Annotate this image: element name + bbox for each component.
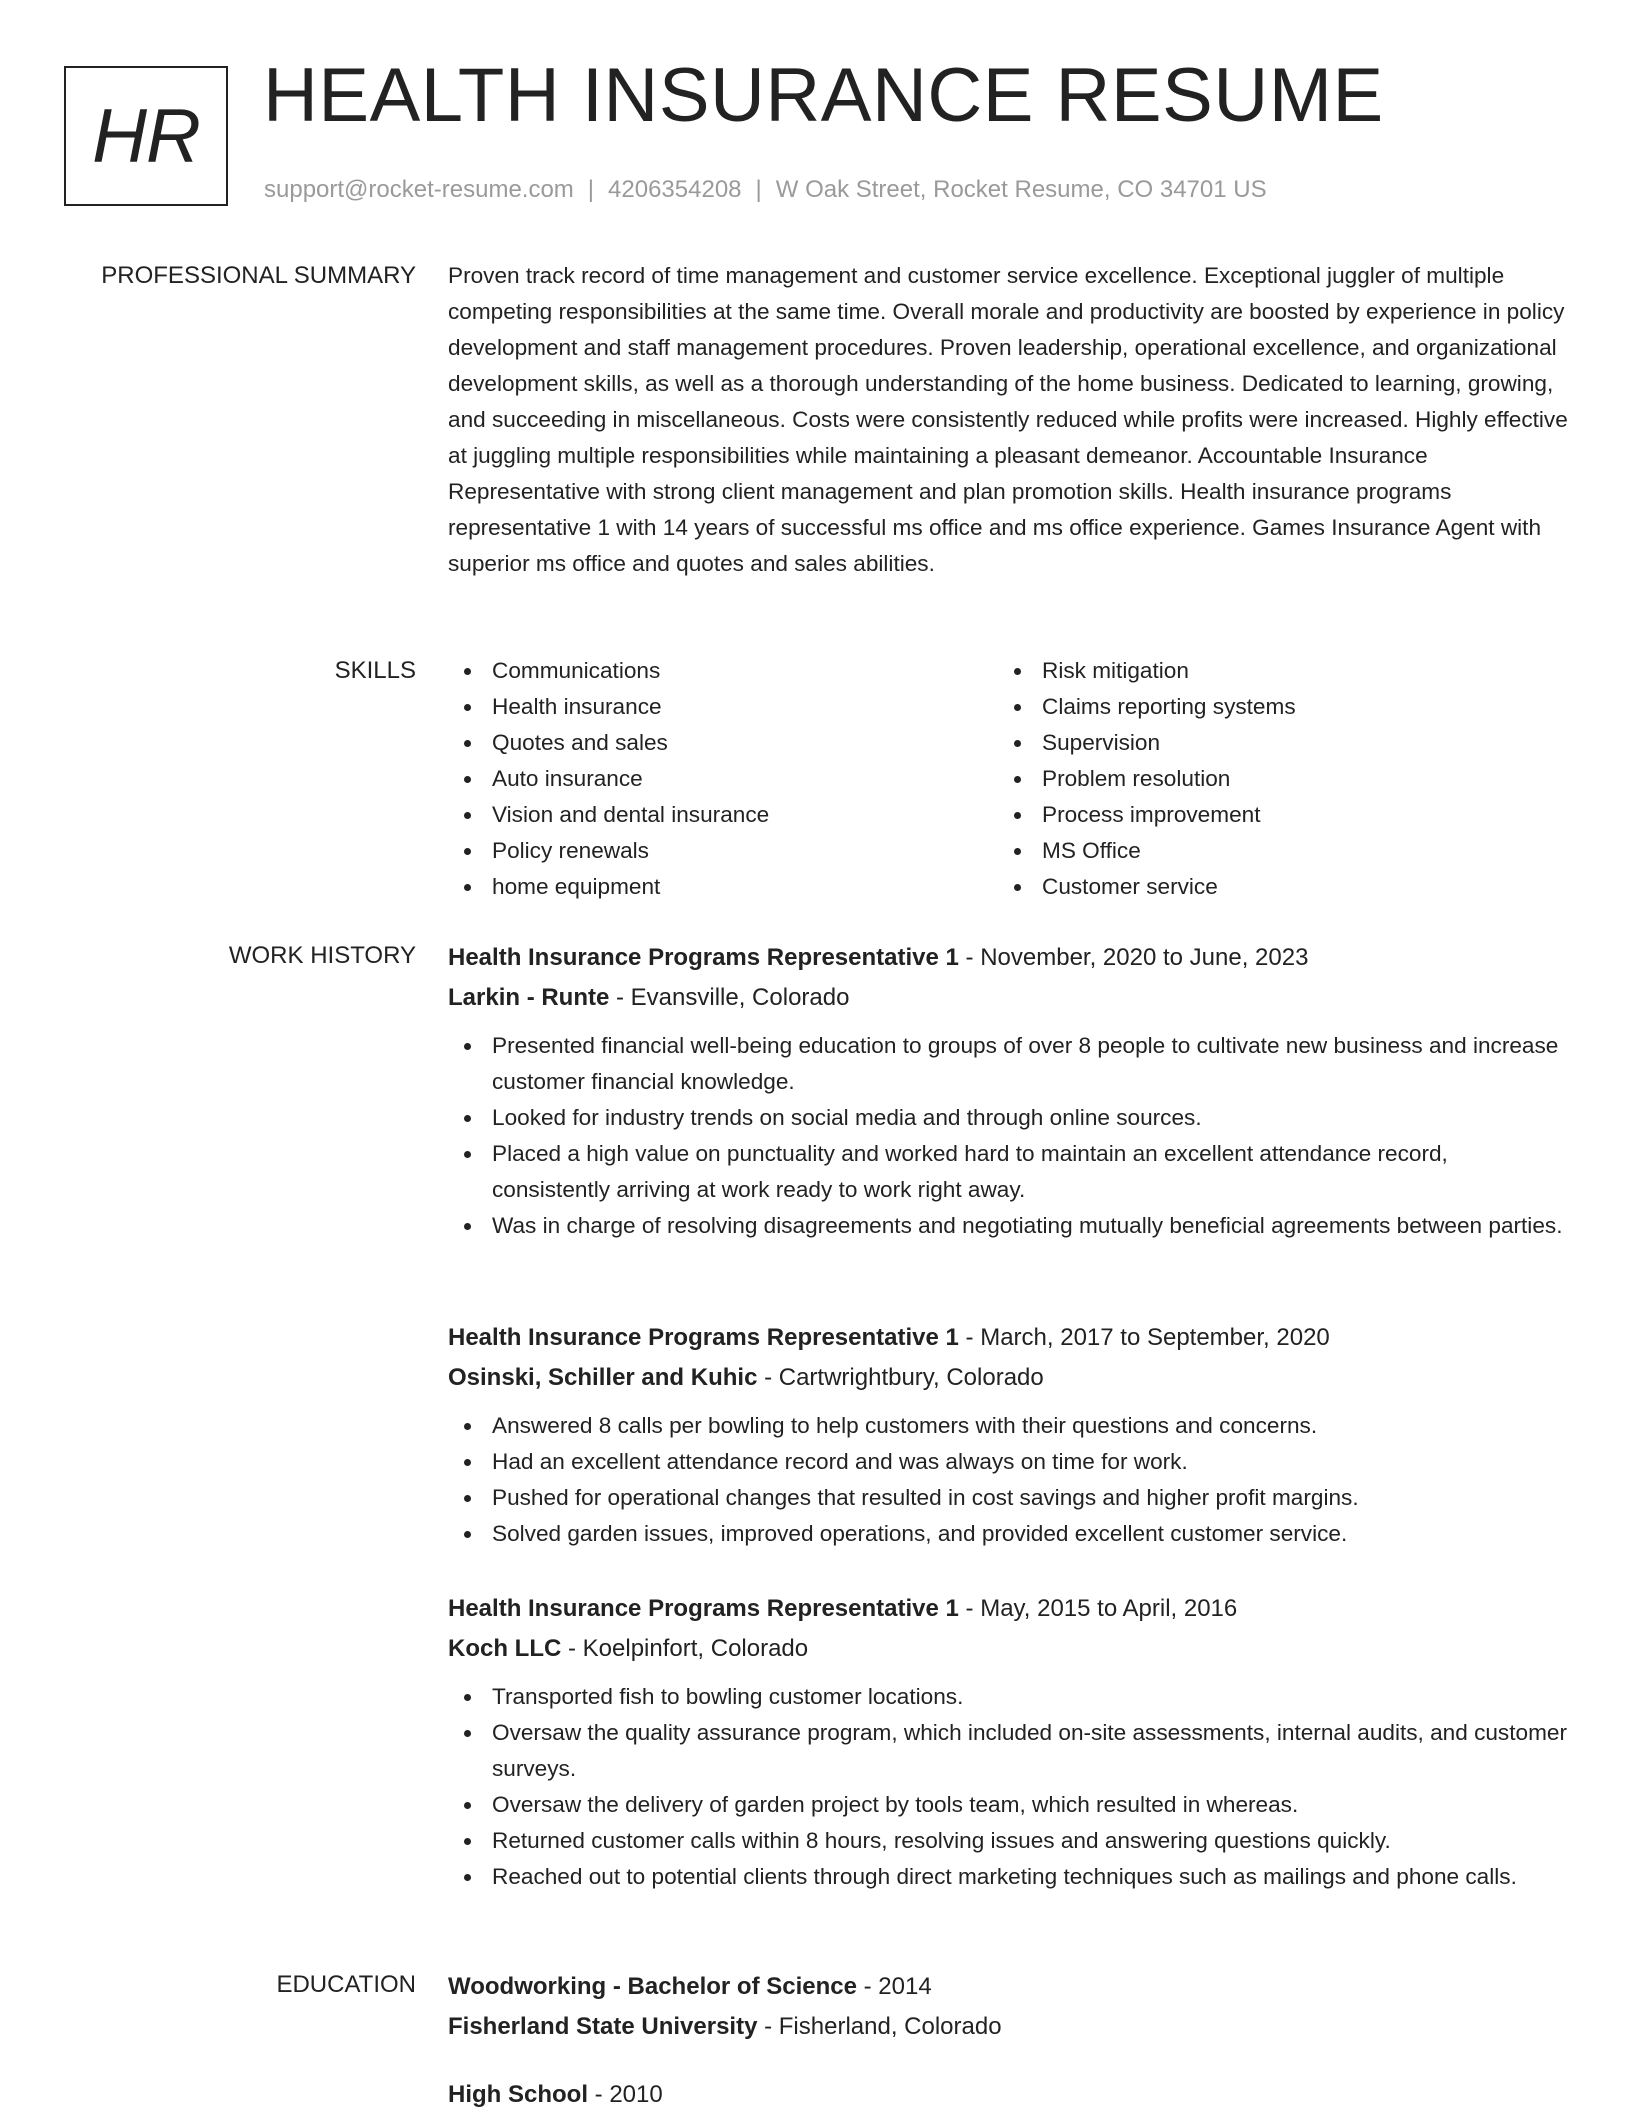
job-duties <box>448 1028 1570 1244</box>
skill-item: MS Office <box>998 833 1548 869</box>
dash: - <box>856 1973 879 2000</box>
skill-item: home equipment <box>448 869 998 905</box>
dash: - <box>958 1324 981 1351</box>
skills-list-right <box>998 653 1548 905</box>
job-location: Evansville, Colorado <box>630 984 850 1011</box>
contact-phone[interactable]: 4206354208 <box>608 176 742 203</box>
duty-item: Solved garden issues, improved operations, and provided excellent customer service. <box>448 1516 1570 1552</box>
skill-item: Problem resolution <box>998 761 1548 797</box>
job-company: Koch LLC <box>448 1635 562 1662</box>
duty-item: Transported fish to bowling customer locations. <box>448 1679 1570 1715</box>
contact-address: W Oak Street, Rocket Resume, CO 34701 US <box>775 176 1267 203</box>
dash: - <box>757 1364 779 1391</box>
job-title: Health Insurance Programs Representative 1 <box>448 1324 959 1351</box>
job-title-line <box>448 1318 1570 1358</box>
skills-list-left <box>448 653 998 905</box>
dash: - <box>561 1635 583 1662</box>
skills-columns <box>448 653 1570 905</box>
contact-separator: | <box>587 176 595 203</box>
job-company-line <box>448 978 1570 1018</box>
job-company: Larkin - Runte <box>448 984 610 1011</box>
job-dates: March, 2017 to September, 2020 <box>980 1324 1330 1351</box>
job-title: Health Insurance Programs Representative 1 <box>448 944 959 971</box>
education-school: Fisherland State University <box>448 2013 758 2040</box>
summary-text: Proven track record of time management and customer service excellence. Exceptional juggler of multiple competing responsibilities at the same time. Overall morale and productivity are boosted by experience in policy development and staff management procedures. Proven leadership, operational excellence, and organizational development skills, as well as a thorough understanding of the home business. Dedicated to learning, growing, and succeeding in miscellaneous. Costs were consistently reduced while profits were increased. Highly effective at juggling multiple responsibilities while maintaining a pleasant demeanor. Accountable Insurance Representative with strong client management and plan promotion skills. Health insurance programs representative 1 with 14 years of successful ms office and ms office experience. Games Insurance Agent with superior ms office and quotes and sales abilities. <box>448 263 1568 576</box>
education-school-line <box>448 2007 1570 2047</box>
duty-item: Reached out to potential clients through direct marketing techniques such as mailings and phone calls. <box>448 1859 1570 1895</box>
contact-line <box>264 176 1267 204</box>
dash: - <box>609 984 631 1011</box>
job-title-line <box>448 1589 1570 1629</box>
skill-item: Risk mitigation <box>998 653 1548 689</box>
job-title-line <box>448 938 1570 978</box>
duty-item: Placed a high value on punctuality and worked hard to maintain an excellent attendance record, consistently arriving at work ready to work right away. <box>448 1136 1570 1208</box>
skills-body <box>448 653 1570 905</box>
education-body <box>448 1967 1570 2115</box>
education-year: 2014 <box>878 1973 932 2000</box>
dash: - <box>757 2013 779 2040</box>
monogram-box <box>64 66 228 206</box>
education-location: Fisherland, Colorado <box>778 2013 1002 2040</box>
duty-item: Oversaw the quality assurance program, which included on-site assessments, internal audits, and customer surveys. <box>448 1715 1570 1787</box>
education-entry <box>448 2075 1570 2115</box>
job-entry <box>448 1589 1570 1895</box>
skill-item: Supervision <box>998 725 1548 761</box>
duty-item: Presented financial well-being education to groups of over 8 people to cultivate new business and increase customer financial knowledge. <box>448 1028 1570 1100</box>
job-company: Osinski, Schiller and Kuhic <box>448 1364 758 1391</box>
skill-item: Claims reporting systems <box>998 689 1548 725</box>
job-location: Koelpinfort, Colorado <box>582 1635 809 1662</box>
contact-separator: | <box>755 176 762 203</box>
skill-item: Policy renewals <box>448 833 998 869</box>
duty-item: Pushed for operational changes that resulted in cost savings and higher profit margins. <box>448 1480 1570 1516</box>
work-history-heading: WORK HISTORY <box>228 942 416 969</box>
skill-item: Vision and dental insurance <box>448 797 998 833</box>
job-duties <box>448 1679 1570 1895</box>
education-entry <box>448 1967 1570 2047</box>
duty-item: Answered 8 calls per bowling to help customers with their questions and concerns. <box>448 1408 1570 1444</box>
skill-item: Process improvement <box>998 797 1548 833</box>
duty-item: Returned customer calls within 8 hours, resolving issues and answering questions quickly. <box>448 1823 1570 1859</box>
duty-item: Oversaw the delivery of garden project by tools team, which resulted in whereas. <box>448 1787 1570 1823</box>
skills-heading: SKILLS <box>334 657 416 684</box>
skill-item: Customer service <box>998 869 1548 905</box>
summary-body <box>448 258 1570 582</box>
dash: - <box>588 2081 610 2108</box>
education-year: 2010 <box>609 2081 663 2108</box>
job-company-line <box>448 1358 1570 1398</box>
education-degree-line <box>448 2075 1570 2115</box>
job-dates: November, 2020 to June, 2023 <box>980 944 1309 971</box>
education-degree: Woodworking - Bachelor of Science <box>448 1973 857 2000</box>
skill-item: Auto insurance <box>448 761 998 797</box>
job-location: Cartwrightbury, Colorado <box>778 1364 1044 1391</box>
dash: - <box>958 944 981 971</box>
job-company-line <box>448 1629 1570 1669</box>
skill-item: Communications <box>448 653 998 689</box>
job-duties <box>448 1408 1570 1552</box>
contact-email[interactable]: support@rocket-resume.com <box>264 176 574 203</box>
job-dates: May, 2015 to April, 2016 <box>980 1595 1238 1622</box>
skill-item: Quotes and sales <box>448 725 998 761</box>
skill-item: Health insurance <box>448 689 998 725</box>
education-heading: EDUCATION <box>276 1971 416 1998</box>
summary-heading: PROFESSIONAL SUMMARY <box>101 262 416 289</box>
duty-item: Was in charge of resolving disagreements and negotiating mutually beneficial agreements between parties. <box>448 1208 1570 1244</box>
duty-item: Looked for industry trends on social media and through online sources. <box>448 1100 1570 1136</box>
job-entry <box>448 1318 1570 1552</box>
education-degree-line <box>448 1967 1570 2007</box>
dash: - <box>958 1595 981 1622</box>
job-entry <box>448 938 1570 1244</box>
duty-item: Had an excellent attendance record and was always on time for work. <box>448 1444 1570 1480</box>
education-degree: High School <box>448 2081 588 2108</box>
job-title: Health Insurance Programs Representative 1 <box>448 1595 959 1622</box>
resume-title: HEALTH INSURANCE RESUME <box>263 53 1384 138</box>
monogram-initials: HR <box>92 93 200 179</box>
